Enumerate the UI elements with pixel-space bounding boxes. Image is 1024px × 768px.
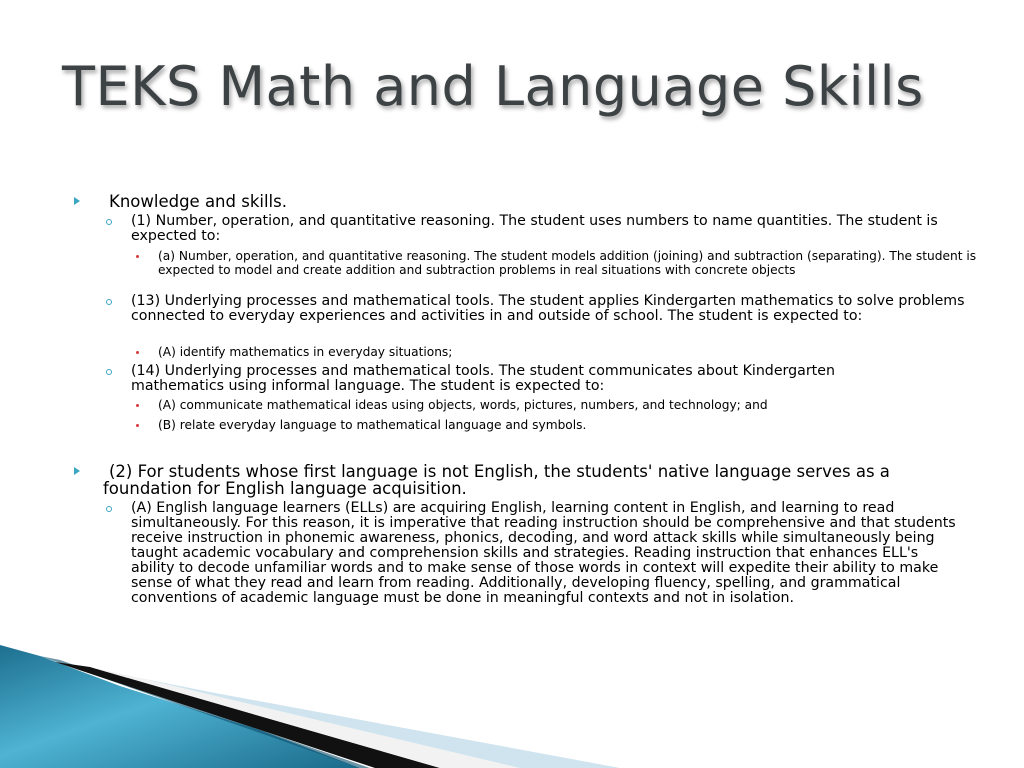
bullet-number-operation: (1) Number, operation, and quantitative reasoning. The student uses numbers to name quantities. The student is expected to: <box>131 213 938 244</box>
bullet-first-language: (2) For students whose first language is not English, the students' native language serves as a foundation for English language acquisition. <box>103 462 890 498</box>
bullet-english-learners: (A) English language learners (ELLs) are acquiring English, learning content in English, and learning to read simultaneously. For this reason, it is imperative that reading instruction should be comprehensive and that students receive instruction in phonemic awareness, phonics, decoding, and word attack skills while simultaneously being taught academic vocabulary and comprehension skills and strategies. Reading instruction that enhances ELL's ability to decode unfamiliar words and to make sense of those words in context will expedite their ability to make sense of what they read and learn from reading. Additionally, developing fluency, spelling, and grammatical conventions of academic language must be done in meaningful contexts and not in isolation. <box>131 500 956 606</box>
slide-title: TEKS Math and Language Skills <box>62 55 924 118</box>
sub-sub-bullet-dot-icon <box>136 351 139 354</box>
bullet-underlying-processes-13: (13) Underlying processes and mathematical tools. The student applies Kindergarten mathematics to solve problems connected to everyday experiences and activities in and outside of school. The student is expected to: <box>131 293 965 324</box>
sub-bullet-circle-icon <box>106 299 112 305</box>
sub-sub-bullet-dot-icon <box>136 404 139 407</box>
sub-bullet-circle-icon <box>106 219 112 225</box>
sub-sub-bullet-dot-icon <box>136 424 139 427</box>
sub-bullet-circle-icon <box>106 369 112 375</box>
bullet-knowledge-skills: Knowledge and skills. <box>109 192 287 211</box>
bullet-model-addition: (a) Number, operation, and quantitative reasoning. The student models addition (joining) and subtraction (separating). The student is expected to model and create addition and subtraction problems in real situations with concrete objects <box>158 249 977 277</box>
bullet-triangle-icon <box>74 467 80 475</box>
sub-bullet-circle-icon <box>106 506 112 512</box>
bullet-communicate-ideas: (A) communicate mathematical ideas using objects, words, pictures, numbers, and technology; and <box>158 398 768 412</box>
bullet-identify-mathematics: (A) identify mathematics in everyday situations; <box>158 345 453 359</box>
bullet-underlying-processes-14: (14) Underlying processes and mathematical tools. The student communicates about Kindergarten mathematics using informal language. The student is expected to: <box>131 363 835 394</box>
bullet-triangle-icon <box>74 197 80 205</box>
sub-sub-bullet-dot-icon <box>136 255 139 258</box>
bullet-relate-language: (B) relate everyday language to mathematical language and symbols. <box>158 418 587 432</box>
